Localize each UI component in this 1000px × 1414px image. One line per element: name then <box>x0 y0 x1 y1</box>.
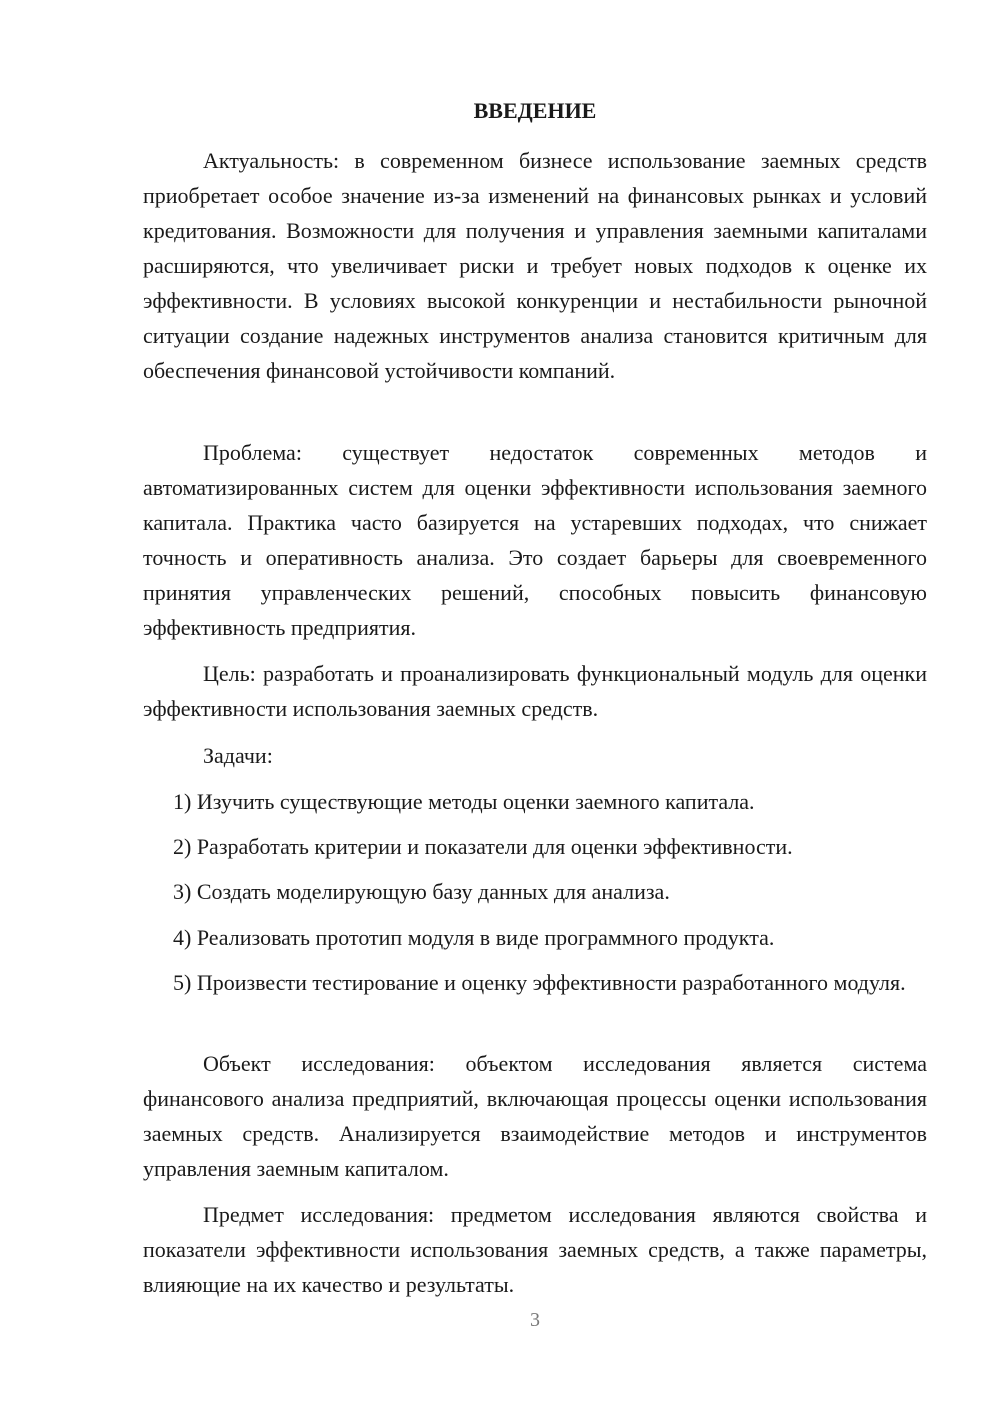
goal-paragraph: Цель: разработать и проанализировать функциональный модуль для оценки эффективности использования заемных средств. <box>143 661 927 721</box>
task-item-5: 5) Произвести тестирование и оценку эффективности разработанного модуля. <box>173 970 906 995</box>
task-item-1: 1) Изучить существующие методы оценки заемного капитала. <box>173 789 755 814</box>
relevance-paragraph: Актуальность: в современном бизнесе использование заемных средств приобретает особое значение из-за изменений на финансовых рынках и условий кредитования. Возможности для получения и управления заемными капиталами расширяются, что увеличивает риски и требует новых подходов к оценке их эффективности. В условиях высокой конкуренции и нестабильности рыночной ситуации создание надежных инструментов анализа становится критичным для обеспечения финансовой устойчивости компаний. <box>143 148 927 383</box>
subject-paragraph: Предмет исследования: предметом исследования являются свойства и показатели эффективности использования заемных средств, а также параметры, влияющие на их качество и результаты. <box>143 1202 927 1297</box>
tasks-label: Задачи: <box>203 743 273 768</box>
task-item-4: 4) Реализовать прототип модуля в виде программного продукта. <box>173 925 775 950</box>
task-item-2: 2) Разработать критерии и показатели для оценки эффективности. <box>173 834 793 859</box>
object-paragraph: Объект исследования: объектом исследования является система финансового анализа предприятий, включающая процессы оценки использования заемных средств. Анализируется взаимодействие методов и инструментов управления заемным капиталом. <box>143 1051 927 1181</box>
page-number: 3 <box>530 1309 540 1331</box>
page-title: ВВЕДЕНИЕ <box>473 98 597 123</box>
task-item-3: 3) Создать моделирующую базу данных для анализа. <box>173 879 670 904</box>
document-page <box>143 0 927 1414</box>
problem-paragraph: Проблема: существует недостаток современных методов и автоматизированных систем для оценки эффективности использования заемного капитала. Практика часто базируется на устаревших подходах, что снижает точность и оперативность анализа. Это создает барьеры для своевременного принятия управленческих решений, способных повысить финансовую эффективность предприятия. <box>143 440 927 640</box>
